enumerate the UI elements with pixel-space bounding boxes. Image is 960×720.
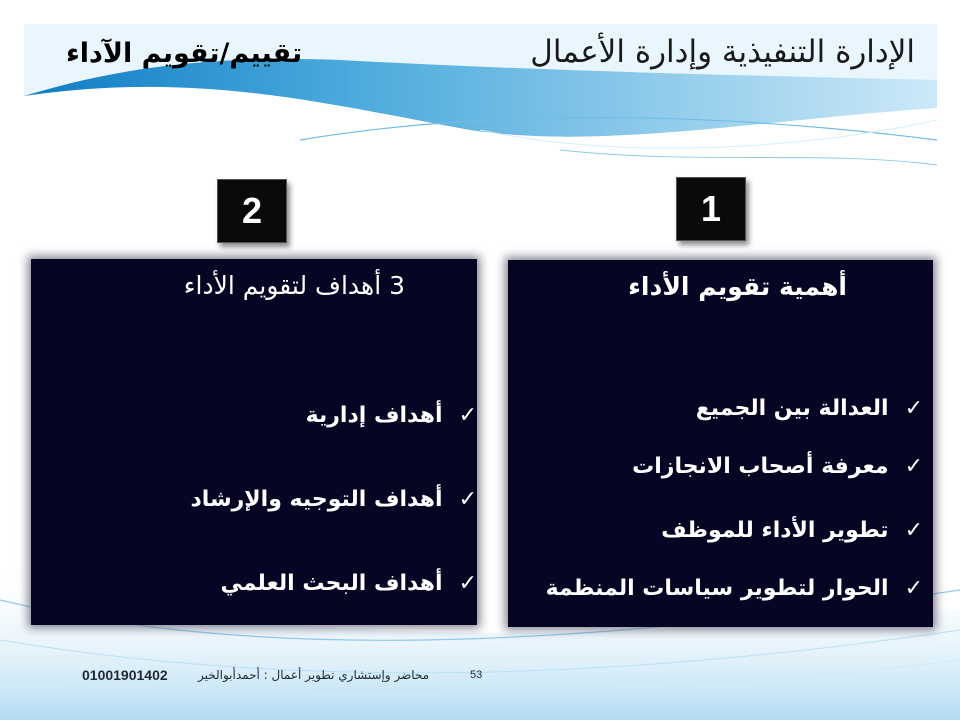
check-icon: ✓ [904,454,923,479]
list-item [221,571,478,596]
panel-heading: أهمية تقويم الأداء [628,272,847,301]
list-item [190,487,477,512]
badge-1: 1 [676,177,746,241]
panel-importance [508,260,933,627]
list-item-label: الحوار لتطوير سياسات المنظمة [545,576,889,601]
check-icon: ✓ [904,396,923,421]
list-item [546,576,923,601]
list-item-label: أهداف البحث العلمي [220,571,443,596]
slide-title: الإدارة التنفيذية وإدارة الأعمال [530,34,915,70]
list-item-label: أهداف التوجيه والإرشاد [190,487,443,512]
list-item [632,454,923,479]
check-icon: ✓ [458,571,477,596]
page-number: 53 [470,669,483,681]
check-icon: ✓ [458,487,477,512]
panel-objectives [31,259,477,625]
list-item-label: العدالة بين الجميع [695,396,889,421]
footer-author: محاضر وإستشاري تطوير أعمال : أحمدأبوالخير [198,668,430,682]
list-item [306,403,477,428]
list-item-label: أهداف إدارية [305,403,443,428]
check-icon: ✓ [904,518,923,543]
header-banner [24,24,937,104]
panel-heading: 3 أهداف لتقويم الأداء [183,271,405,300]
slide-subtitle: تقييم/تقويم الآداء [66,38,303,69]
list-item [696,396,923,421]
check-icon: ✓ [904,576,923,601]
list-item-label: تطوير الأداء للموظف [661,518,889,543]
check-icon: ✓ [458,403,477,428]
badge-2: 2 [217,179,287,243]
list-item-label: معرفة أصحاب الانجازات [632,454,889,479]
list-item [661,518,923,543]
footer-phone: 01001901402 [82,667,168,683]
